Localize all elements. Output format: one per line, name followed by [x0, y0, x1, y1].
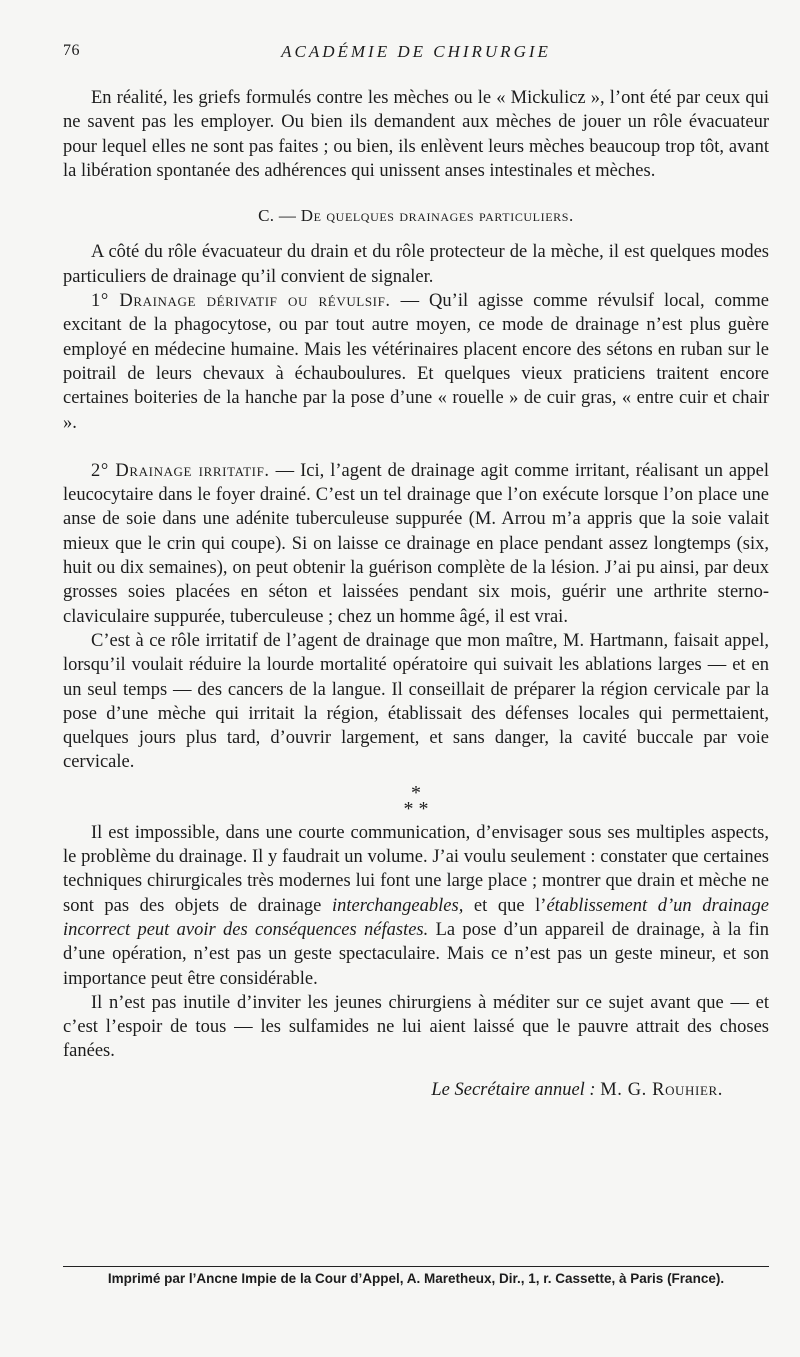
- irritative-text: — Ici, l’agent de drainage agit comme irritant, réalisant un appel leucocytaire dans le foyer drainé. C’est un tel drainage que l’on exécute lorsque l’on place une anse de soie dans une adénite tuberculeuse suppurée (M. Arrou m’a appris que la soie valait mieux que le crin qui coupe). Si on laisse ce drainage en place pendant assez longtemps (six, huit ou dix semaines), on peut obtenir la guérison complète de la lésion. J’ai pu ainsi, par deux grosses soies placées en séton et laissées pendant six mois, guérir une arthrite sterno-claviculaire suppurée, tuberculeuse ; chez un homme âgé, il est vrai.: [63, 460, 769, 627]
- paragraph-intro-particular: A côté du rôle évacuateur du drain et du rôle protecteur de la mèche, il est quelques modes particuliers de drainage qu’il convient de signaler.: [63, 242, 769, 287]
- signature: [63, 1078, 769, 1102]
- subheading-derivative: 1° Drainage dérivatif ou révulsif.: [91, 291, 391, 312]
- section-dash: —: [278, 206, 297, 226]
- conclusion-italic-establishment: établissement d’un drainage incorrect peut avoir des conséquences néfastes.: [63, 895, 770, 940]
- asterism-top: *: [411, 781, 421, 804]
- body-text: [63, 86, 769, 1102]
- signature-role: Le Secrétaire annuel :: [431, 1079, 596, 1100]
- paragraph-mickulicz: En réalité, les griefs formulés contre les mèches ou le « Mickulicz », l’ont été par ceux qui ne savent pas les employer. Ou bien ils demandent aux mèches de jouer un rôle évacuateur pour lequel elles ne sont pas faites ; ou bien, ils enlèvent leurs mèches beaucoup trop tôt, avant la libération spontanée des adhérences qui unissent anses intestinales et mèches.: [63, 88, 769, 181]
- footer-rule: [63, 1266, 769, 1267]
- paragraph-derivative-drainage: [63, 289, 769, 435]
- conclusion-text-c: et que l’: [473, 895, 547, 916]
- paragraph-conclusion: [63, 821, 769, 991]
- page-number: 76: [63, 42, 80, 59]
- asterism: [63, 781, 769, 820]
- printer-imprint: Imprimé par l’Ancne Impie de la Cour d’Appel, A. Maretheux, Dir., 1, r. Cassette, à Paris (France).: [107, 1271, 725, 1286]
- paragraph-irritative-drainage: [63, 459, 769, 629]
- section-title: De quelques drainages particuliers.: [300, 206, 574, 226]
- page-header: [63, 42, 769, 66]
- paragraph-final: Il n’est pas inutile d’inviter les jeunes chirurgiens à méditer sur ce sujet avant que — et c’est l’espoir de tous — les sulfamides ne lui aient laissé que le pauvre attrait des choses fanées.: [63, 992, 769, 1062]
- section-heading-c: [63, 204, 769, 228]
- conclusion-italic-interchangeable: interchangeables,: [331, 895, 464, 916]
- paragraph-hartmann: C’est à ce rôle irritatif de l’agent de drainage que mon maître, M. Hartmann, faisait appel, lorsqu’il voulait réduire la lourde mortalité opératoire qui suivait les ablations larges — et en un seul temps — des cancers de la langue. Il conseillait de préparer la région cervicale par la pose d’une mèche qui irritait la région, établissait des défenses locales qui permettaient, quelques jours plus tard, d’ouvrir largement, et sans danger, la cavité buccale par voie cervicale.: [63, 630, 769, 773]
- running-title: ACADÉMIE DE CHIRURGIE: [281, 42, 551, 61]
- section-letter: C.: [258, 206, 275, 226]
- asterism-bottom: * *: [403, 797, 429, 820]
- conclusion-text-a: Il est impossible, dans une courte communication, d’envisager sous ses multiples aspects, le problème du drainage. Il y faudrait un volume. J’ai voulu seulement : constater que certaines techniques chirurgicales très modernes lui font une large place ; montrer que drain et mèche ne sont pas des objets de drainage: [63, 822, 769, 916]
- signature-name: M. G. Rouhier.: [600, 1079, 723, 1100]
- derivative-text: — Qu’il agisse comme révulsif local, comme excitant de la phagocytose, ou par tout autre moyen, ce mode de drainage n’est plus guère employé en médecine humaine. Mais les vétérinaires placent encore des sétons en ruban sur le poitrail de leurs chevaux à échauboulures. Et quelques vieux praticiens traitent encore certaines boiteries de la hanche par la pose d’une « rouelle » de cuir gras, « entre cuir et chair ».: [63, 291, 769, 433]
- subheading-irritative: 2° Drainage irritatif.: [91, 460, 270, 481]
- conclusion-text-e: La pose d’un appareil de drainage, à la fin d’une opération, n’est pas un geste spectaculaire. Mais ce n’est pas un geste mineur, et son importance peut être considérable.: [63, 919, 769, 989]
- document-page: [63, 0, 769, 1357]
